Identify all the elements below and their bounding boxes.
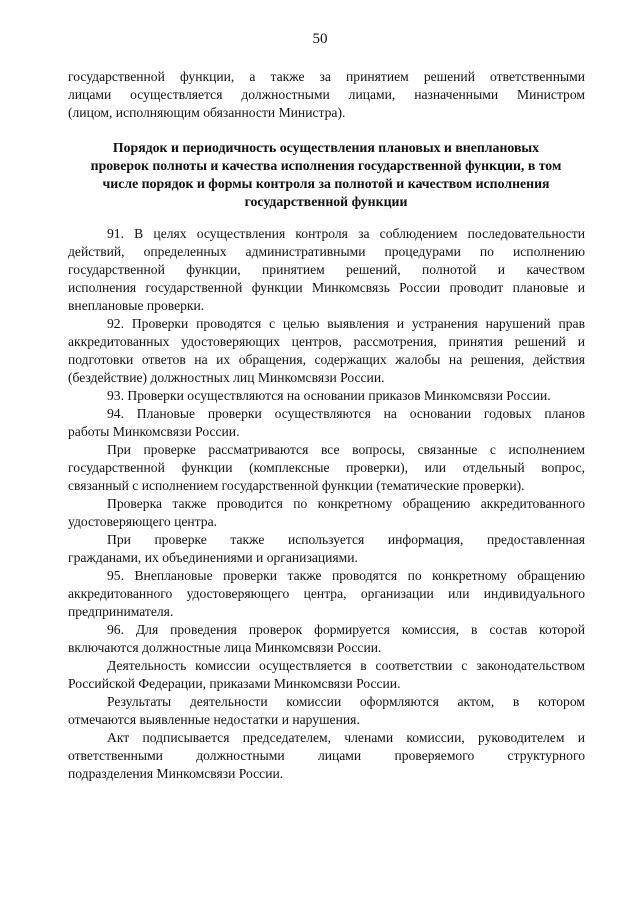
text-line: внеплановые проверки. — [68, 298, 205, 313]
text-line: аккредитованного удостоверяющего центра, организации или индивидуального — [68, 586, 585, 601]
text-line: 95. Внеплановые проверки также проводятся по конкретному обращению — [107, 568, 585, 583]
text-line: лицами осуществляется должностными лицами, назначенными Министром — [68, 87, 585, 102]
text-line: При проверке рассматриваются все вопросы, связанные с исполнением — [107, 442, 585, 457]
text-line: отмечаются выявленные недостатки и нарушения. — [68, 712, 360, 727]
text-line: Результаты деятельности комиссии оформляются актом, в котором — [107, 694, 585, 709]
text-line: государственной функции, а также за принятием решений ответственными — [68, 69, 585, 84]
text-line: (лицом, исполняющим обязанности Министра). — [68, 105, 346, 120]
page-number: 50 — [312, 31, 328, 47]
text-line: гражданами, их объединениями и организациями. — [68, 550, 358, 565]
text-line: Акт подписывается председателем, членами комиссии, руководителем и — [107, 730, 585, 745]
text-line: работы Минкомсвязи России. — [68, 424, 240, 439]
heading-line: государственной функции — [244, 194, 408, 209]
text-line: 92. Проверки проводятся с целью выявления и устранения нарушений прав — [107, 316, 585, 331]
text-line: 93. Проверки осуществляются на основании приказов Минкомсвязи России. — [107, 388, 551, 403]
text-line: Проверка также проводится по конкретному обращению аккредитованного — [107, 496, 585, 511]
heading-line: проверок полноты и качества исполнения государственной функции, в том — [90, 158, 562, 173]
text-line: ответственными должностными лицами проверяемого структурного — [68, 748, 585, 763]
text-line: предпринимателя. — [68, 604, 174, 619]
text-line: связанный с исполнением государственной функции (тематические проверки). — [68, 478, 525, 493]
text-line: исполнения государственной функции Минкомсвязь России проводит плановые и — [68, 280, 585, 295]
text-line: подразделения Минкомсвязи России. — [68, 766, 284, 781]
text-line: Российской Федерации, приказами Минкомсвязи России. — [68, 676, 401, 691]
text-line: 94. Плановые проверки осуществляются на основании годовых планов — [107, 406, 585, 421]
text-line: государственной функции, принятием решений, полнотой и качеством — [68, 262, 585, 277]
text-line: включаются должностные лица Минкомсвязи России. — [68, 640, 382, 655]
text-line: действий, определенных административными процедурами по исполнению — [68, 244, 585, 259]
text-line: удостоверяющего центра. — [68, 514, 218, 529]
text-line: аккредитованных удостоверяющих центров, рассмотрения, принятия решений и — [68, 334, 585, 349]
text-line: 96. Для проведения проверок формируется комиссия, в состав которой — [107, 622, 585, 637]
text-line: 91. В целях осуществления контроля за соблюдением последовательности — [107, 226, 585, 241]
text-line: государственной функции (комплексные проверки), или отдельный вопрос, — [68, 460, 585, 475]
heading-line: числе порядок и формы контроля за полнотой и качеством исполнения — [102, 176, 550, 191]
text-line: Деятельность комиссии осуществляется в соответствии с законодательством — [107, 658, 585, 673]
text-line: подготовки ответов на их обращения, содержащих жалобы на решения, действия — [68, 352, 585, 367]
heading-line: Порядок и периодичность осуществления плановых и внеплановых — [112, 140, 540, 155]
text-line: (бездействие) должностных лиц Минкомсвязи России. — [68, 370, 385, 385]
text-line: При проверке также используется информация, предоставленная — [107, 532, 585, 547]
